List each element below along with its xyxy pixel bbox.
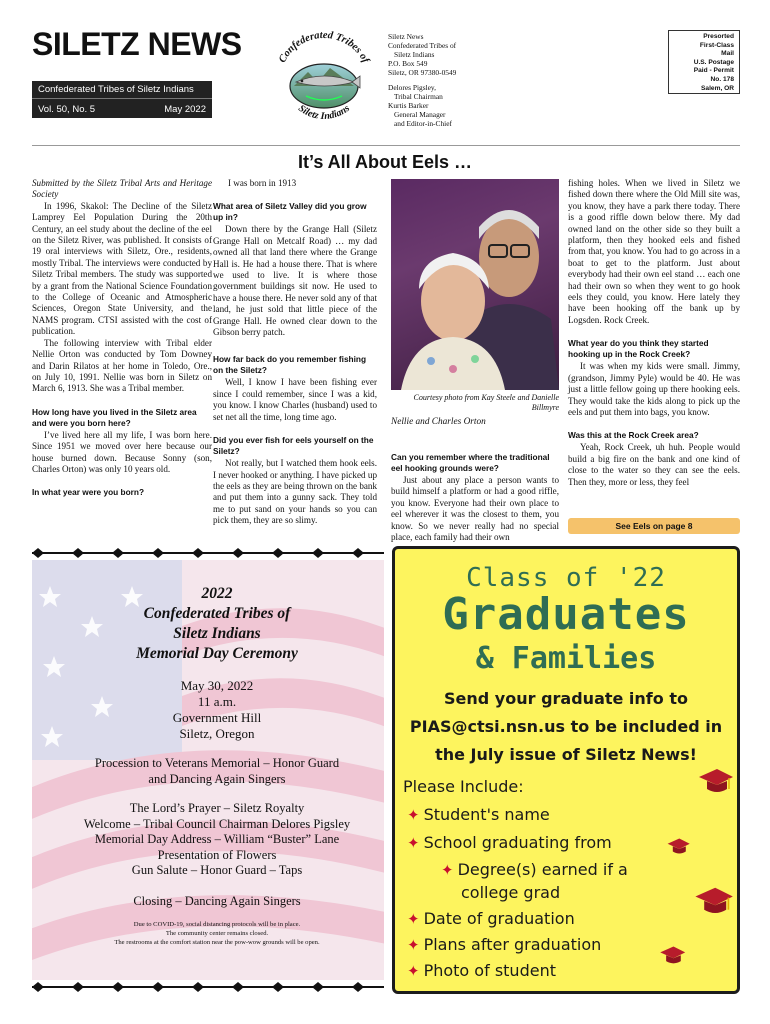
seal-top-text: Confederated Tribes of — [277, 29, 371, 65]
memorial-title-line: Siletz Indians — [173, 625, 261, 642]
orton-couple-photo — [391, 179, 559, 390]
interview-question: Did you ever fish for eels yourself on the Siletz? — [213, 435, 374, 457]
interview-question: Was this at the Rock Creek area? — [568, 430, 699, 441]
interview-question: What year do you think they started hooking up in the Rock Creek? — [568, 338, 709, 360]
interview-answer: Just about any place a person wants to build himself a platform or had a good riffle, you know. Everyone had their own place to eel wherever it was the closest to them, you know. So we never really had no special place, each family had their own — [391, 475, 559, 543]
seal-bottom-text: Siletz Indians — [296, 102, 352, 123]
postage-line: Presorted — [703, 33, 734, 40]
grads-item-label: Student's name — [423, 805, 550, 824]
memorial-day-announcement — [32, 546, 384, 994]
address-block — [388, 32, 498, 128]
grads-include-heading: Please Include: — [403, 777, 524, 796]
masthead-subtitle: Confederated Tribes of Siletz Indians — [32, 81, 212, 98]
postage-indicia — [668, 30, 740, 94]
staff-role: General Manager — [394, 110, 446, 119]
address-line: Siletz Indians — [394, 50, 435, 59]
graduation-cap-icon — [691, 885, 735, 919]
grads-list-item — [407, 961, 556, 980]
star-bullet-icon: ✦ — [407, 936, 420, 954]
postage-line: Salem, OR — [701, 84, 734, 92]
program-item: and Dancing Again Singers — [148, 771, 286, 786]
grads-item-label: Photo of student — [423, 961, 556, 980]
memorial-closing: Closing – Dancing Again Singers — [133, 894, 301, 908]
grads-list-item-continued: college grad — [461, 883, 561, 902]
grads-list-item — [407, 935, 601, 954]
grads-heading: Graduates — [442, 589, 690, 640]
article-byline: Submitted by the Siletz Tribal Arts and Heritage Society — [32, 178, 212, 200]
top-pattern-border — [32, 546, 384, 560]
interview-answer: Yeah, Rock Creek, uh huh. People would build a big fire on the bank and one kind of close to the water so they can see the eels. Then they, more or less, they feel — [568, 442, 740, 487]
photo-credit: Courtesy photo from Kay Steele and Danielle Billmyre — [413, 393, 559, 412]
interview-question: Can you remember where the traditional eel hooking grounds were? — [391, 452, 550, 473]
graduation-cap-icon — [665, 837, 691, 857]
memorial-place: Siletz, Oregon — [179, 726, 255, 741]
grads-list-item — [407, 833, 612, 852]
tribal-seal-logo — [266, 20, 382, 136]
grads-send-line: Send your graduate info to — [444, 689, 688, 708]
article-column-4 — [568, 178, 740, 488]
memorial-time: 11 a.m. — [197, 694, 237, 709]
program-item: Welcome – Tribal Council Chairman Delores Pigsley — [83, 816, 351, 831]
issue-date: May 2022 — [164, 104, 206, 115]
program-item: Procession to Veterans Memorial – Honor Guard — [94, 756, 340, 770]
interview-answer: Not really, but I watched them hook eels. I never hooked or anything. I have picked up the eels as they are being thrown on the bank and put them into a gunny sack. They told me to put sand on your hands so you can pick them, they are so slimy. — [213, 458, 377, 526]
staff-name: Delores Pigsley, — [388, 83, 436, 92]
article-headline: It’s All About Eels … — [297, 152, 472, 172]
interview-question: How long have you lived in the Siletz area and were you born here? — [32, 406, 197, 428]
interview-answer: Down there by the Grange Hall (Siletz Grange Hall on Metcalf Road) … my dad owned all that land there where the Grange Hall is. He had a house there. That is where we used to live. It is where those government buildings sit now. He used to have a house there. He never sold any of that land, he just sold that little piece of the Grange Hall. He owned clear down to the Gibson berry patch. — [213, 224, 377, 338]
star-bullet-icon: ✦ — [407, 910, 420, 928]
memorial-procession — [52, 756, 382, 787]
newspaper-title: SILETZ NEWS — [32, 26, 242, 62]
photo-caption: Nellie and Charles Orton — [391, 417, 486, 427]
article-column-3 — [391, 440, 559, 543]
memorial-title — [52, 584, 382, 664]
memorial-title-line: Confederated Tribes of — [143, 605, 291, 622]
memorial-title-line: Memorial Day Ceremony — [136, 645, 298, 662]
grads-families-heading: & Families — [475, 641, 657, 676]
grads-list-item — [441, 860, 628, 879]
program-item: Gun Salute – Honor Guard – Taps — [131, 863, 303, 877]
memorial-year: 2022 — [201, 585, 233, 602]
bottom-pattern-border — [32, 980, 384, 994]
article-paragraph: The following interview with Tribal elder Nellie Orton was conducted by Tom Downey and Darin Rilatos at her home in Toledo, Ore., on July 10, 1991. Nellie was born in Siletz on March 6, 1913. She was a Tribal member. — [32, 337, 212, 394]
grads-email-line[interactable]: PIAS@ctsi.nsn.us to be included in — [409, 717, 723, 736]
interview-answer: I was born in 1913 — [228, 178, 297, 188]
article-paragraph: In 1996, Skakol: The Decline of the Siletz Lamprey Eel Population During the 20th Century, an eel study about the decline of the eel on the Siletz River, was published. It consists of 19 oral interviews with Siletz, Ore., residents, mostly Tribal. The interviews were conducted by Siletz Tribal members. The study was supported by a grant from the National Science Foundation to the College of Oceanic and Atmospheric Sciences, Oregon State University, and the NAMS program. CTSI assisted with the cost of publication. — [32, 200, 212, 337]
program-item: Memorial Day Address – William “Buster” Lane — [94, 832, 340, 846]
postage-line: Paid - Permit — [693, 67, 734, 75]
svg-text:Confederated Tribes of — [277, 30, 372, 66]
postage-line: U.S. Postage — [693, 58, 734, 66]
staff-role: Tribal Chairman — [394, 92, 443, 101]
covid-notice — [52, 920, 382, 947]
graduates-announcement — [392, 546, 740, 994]
grads-item-label: Plans after graduation — [423, 935, 602, 954]
memorial-date: May 30, 2022 — [180, 678, 254, 693]
postage-line: First-Class — [699, 41, 734, 49]
staff-name: Kurtis Barker — [388, 101, 429, 110]
star-bullet-icon: ✦ — [407, 962, 420, 980]
graduation-cap-icon — [657, 945, 687, 967]
notice-line: Due to COVID-19, social distancing protocols will be in place. — [133, 921, 301, 928]
address-line: Siletz, OR 97380-0549 — [388, 68, 457, 77]
interview-question: How far back do you remember fishing on the Siletz? — [213, 354, 367, 376]
article-column-1 — [32, 178, 212, 498]
interview-answer: Well, I know I have been fishing ever since I could remember, since I was a kid, you know. I know Charles (husband) used to set net all the time, long time ago. — [213, 377, 377, 422]
program-item: Presentation of Flowers — [157, 847, 277, 862]
staff-role: and Editor-in-Chief — [394, 119, 452, 128]
grads-list-item — [407, 909, 575, 928]
notice-line: The community center remains closed. — [165, 930, 269, 937]
grads-send-line: the July issue of Siletz News! — [435, 745, 697, 764]
article-column-2 — [213, 178, 377, 527]
program-item: The Lord’s Prayer – Siletz Royalty — [129, 801, 305, 815]
postage-line: No. 178 — [710, 75, 734, 83]
grads-item-label: Date of graduation — [423, 909, 575, 928]
memorial-program — [52, 801, 382, 879]
masthead-divider — [32, 145, 740, 146]
memorial-when-where — [52, 678, 382, 742]
interview-question: What area of Siletz Valley did you grow up in? — [213, 201, 367, 223]
grads-item-label: Degree(s) earned if a — [457, 860, 628, 879]
issue-bar — [32, 98, 212, 118]
star-bullet-icon: ✦ — [407, 834, 420, 852]
star-bullet-icon: ✦ — [441, 861, 454, 879]
interview-answer: I’ve lived here all my life, I was born here. Since 1951 we moved over here because our house burned down. Because Sonny (son, Charles Orton) was only 10 years old. — [32, 429, 212, 474]
grads-item-label: School graduating from — [423, 833, 612, 852]
star-bullet-icon: ✦ — [407, 806, 420, 824]
grads-class-heading: Class of '22 — [466, 563, 666, 593]
interview-answer: fishing holes. When we lived in Siletz we fished down there where the Old Mill site was, you know, they have a park there today. There is a good riffle down below there. My dad owned land on the other side so they built a platform, then they hooked eels and fished from that, you know. You had to go across in a boat to get to the platform. Just about everybody had their own eel stand … each one had their own so when they went to go hook eels they could, you know. Here lately they have been hooking off the bank up by Logsden. Rock Creek. — [568, 178, 740, 325]
grads-list-item — [407, 805, 550, 824]
volume-number: Vol. 50, No. 5 — [38, 104, 96, 115]
interview-answer: It was when my kids were small. Jimmy, (grandson, Jimmy Pyle) would be 40. He was just a little fellow going up there hooking eels. They would take the kids along to pick up the eels and put them into bags, you know. — [568, 361, 740, 417]
continued-on-page-link[interactable]: See Eels on page 8 — [568, 518, 740, 534]
address-line: Confederated Tribes of — [388, 41, 457, 50]
memorial-place: Government Hill — [172, 710, 262, 725]
graduation-cap-icon — [695, 767, 735, 797]
address-line: P.O. Box 549 — [388, 59, 428, 68]
notice-line: The restrooms at the comfort station near the pow-wow grounds will be open. — [114, 939, 320, 946]
postage-line: Mail — [721, 50, 734, 58]
interview-question: In what year were you born? — [32, 487, 145, 498]
address-line: Siletz News — [388, 32, 424, 41]
